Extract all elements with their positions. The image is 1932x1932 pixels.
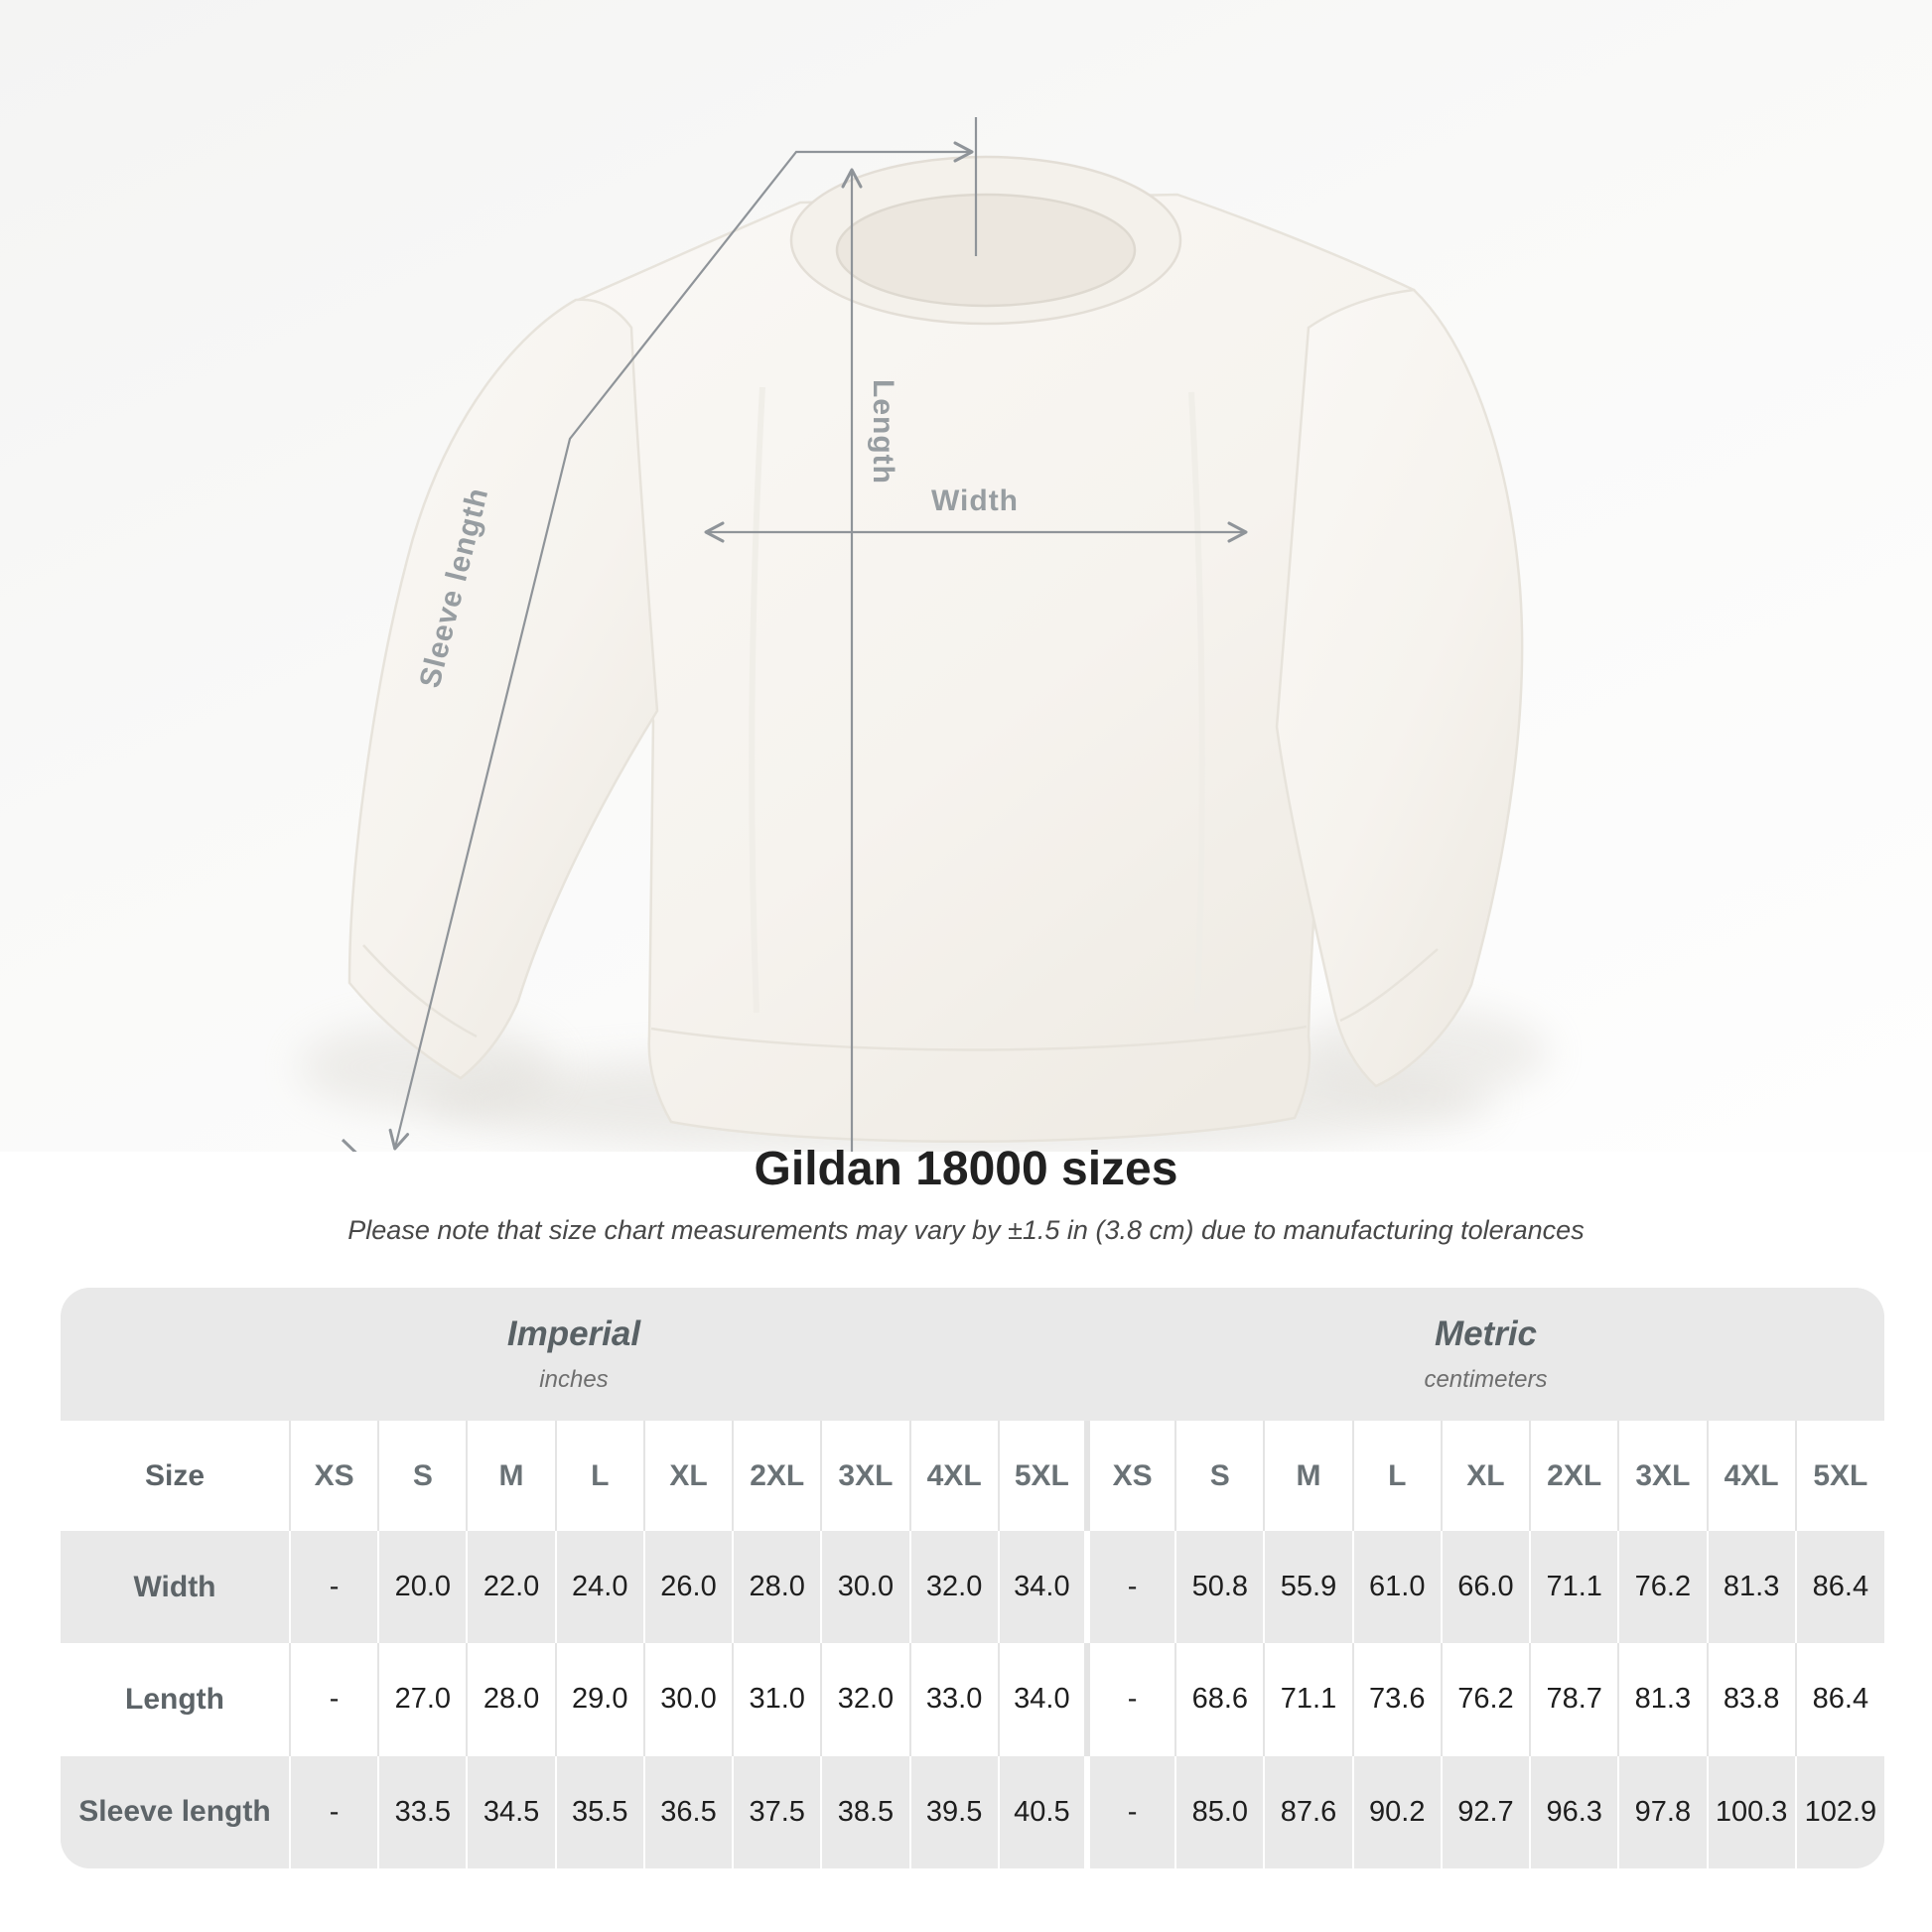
unit-group-row xyxy=(61,1288,1884,1421)
cell-width-metric-5XL: 86.4 xyxy=(1796,1531,1884,1643)
size-header-imperial-M: M xyxy=(467,1421,555,1530)
size-header-metric-2XL: 2XL xyxy=(1530,1421,1618,1530)
cell-sleeve-length-metric-XS: - xyxy=(1087,1756,1175,1868)
cell-length-metric-L: 73.6 xyxy=(1353,1643,1442,1755)
cell-sleeve-length-imperial-XL: 36.5 xyxy=(644,1756,733,1868)
cell-sleeve-length-imperial-S: 33.5 xyxy=(378,1756,467,1868)
cell-length-metric-4XL: 83.8 xyxy=(1708,1643,1796,1755)
size-header-imperial-S: S xyxy=(378,1421,467,1530)
size-header-metric-XL: XL xyxy=(1442,1421,1530,1530)
sweatshirt-illustration xyxy=(349,157,1522,1142)
cell-width-metric-L: 61.0 xyxy=(1353,1531,1442,1643)
cell-width-metric-M: 55.9 xyxy=(1264,1531,1352,1643)
cell-width-imperial-XL: 26.0 xyxy=(644,1531,733,1643)
cell-sleeve-length-imperial-2XL: 37.5 xyxy=(733,1756,821,1868)
sweatshirt-right-sleeve xyxy=(1277,290,1522,1086)
cell-sleeve-length-metric-5XL: 102.9 xyxy=(1796,1756,1884,1868)
cell-width-imperial-XS: - xyxy=(290,1531,378,1643)
size-header-metric-5XL: 5XL xyxy=(1796,1421,1884,1530)
cell-length-imperial-M: 28.0 xyxy=(467,1643,555,1755)
page-title: Gildan 18000 sizes xyxy=(754,1143,1178,1195)
size-header-imperial-4XL: 4XL xyxy=(910,1421,999,1530)
size-corner-label: Size xyxy=(144,1458,206,1492)
cell-width-imperial-L: 24.0 xyxy=(556,1531,644,1643)
measurement-row-length xyxy=(61,1643,1884,1755)
size-table-grid xyxy=(61,1288,1884,1868)
cell-width-metric-XL: 66.0 xyxy=(1442,1531,1530,1643)
cell-width-imperial-3XL: 30.0 xyxy=(821,1531,909,1643)
cell-length-imperial-4XL: 33.0 xyxy=(910,1643,999,1755)
cell-length-metric-2XL: 78.7 xyxy=(1530,1643,1618,1755)
cell-length-metric-M: 71.1 xyxy=(1264,1643,1352,1755)
cell-length-metric-5XL: 86.4 xyxy=(1796,1643,1884,1755)
cell-sleeve-length-imperial-XS: - xyxy=(290,1756,378,1868)
size-header-imperial-5XL: 5XL xyxy=(999,1421,1087,1530)
size-header-imperial-L: L xyxy=(556,1421,644,1530)
row-label-length: Length xyxy=(125,1682,224,1716)
cell-length-imperial-5XL: 34.0 xyxy=(999,1643,1087,1755)
cell-width-imperial-S: 20.0 xyxy=(378,1531,467,1643)
imperial-label: Imperial xyxy=(506,1314,641,1354)
sweatshirt-collar-opening xyxy=(837,195,1135,306)
measurement-row-width xyxy=(61,1531,1884,1643)
cell-width-imperial-5XL: 34.0 xyxy=(999,1531,1087,1643)
cell-width-imperial-2XL: 28.0 xyxy=(733,1531,821,1643)
cell-sleeve-length-imperial-3XL: 38.5 xyxy=(821,1756,909,1868)
cell-length-imperial-XS: - xyxy=(290,1643,378,1755)
cell-width-metric-2XL: 71.1 xyxy=(1530,1531,1618,1643)
cell-width-imperial-M: 22.0 xyxy=(467,1531,555,1643)
size-header-metric-3XL: 3XL xyxy=(1618,1421,1707,1530)
cell-sleeve-length-metric-L: 90.2 xyxy=(1353,1756,1442,1868)
cell-length-imperial-3XL: 32.0 xyxy=(821,1643,909,1755)
cell-sleeve-length-metric-S: 85.0 xyxy=(1175,1756,1264,1868)
cell-width-metric-4XL: 81.3 xyxy=(1708,1531,1796,1643)
cell-length-metric-XL: 76.2 xyxy=(1442,1643,1530,1755)
cell-width-imperial-4XL: 32.0 xyxy=(910,1531,999,1643)
cell-sleeve-length-metric-2XL: 96.3 xyxy=(1530,1756,1618,1868)
sweatshirt-left-sleeve xyxy=(349,300,657,1078)
imperial-unit: inches xyxy=(539,1366,609,1394)
size-header-metric-XS: XS xyxy=(1087,1421,1175,1530)
cell-sleeve-length-metric-4XL: 100.3 xyxy=(1708,1756,1796,1868)
cell-length-imperial-L: 29.0 xyxy=(556,1643,644,1755)
unit-group-imperial xyxy=(61,1288,1087,1421)
cell-width-metric-S: 50.8 xyxy=(1175,1531,1264,1643)
cell-length-imperial-XL: 30.0 xyxy=(644,1643,733,1755)
size-header-metric-M: M xyxy=(1264,1421,1352,1530)
cell-sleeve-length-imperial-L: 35.5 xyxy=(556,1756,644,1868)
sleeve-length-label: Sleeve length xyxy=(413,483,495,692)
size-header-metric-4XL: 4XL xyxy=(1708,1421,1796,1530)
size-header-imperial-XS: XS xyxy=(290,1421,378,1530)
cell-sleeve-length-metric-3XL: 97.8 xyxy=(1618,1756,1707,1868)
tolerance-note: Please note that size chart measurements may vary by ±1.5 in (3.8 cm) due to manufacturing tolerances xyxy=(347,1215,1585,1245)
cell-length-metric-XS: - xyxy=(1087,1643,1175,1755)
metric-unit: centimeters xyxy=(1424,1366,1548,1394)
row-label-width: Width xyxy=(133,1570,216,1603)
size-header-row xyxy=(61,1421,1884,1530)
size-header-metric-L: L xyxy=(1353,1421,1442,1530)
measurement-row-sleeve-length xyxy=(61,1756,1884,1868)
cell-sleeve-length-imperial-M: 34.5 xyxy=(467,1756,555,1868)
cell-sleeve-length-imperial-5XL: 40.5 xyxy=(999,1756,1087,1868)
cell-length-metric-3XL: 81.3 xyxy=(1618,1643,1707,1755)
cell-width-metric-XS: - xyxy=(1087,1531,1175,1643)
cell-length-imperial-S: 27.0 xyxy=(378,1643,467,1755)
size-header-metric-S: S xyxy=(1175,1421,1264,1530)
size-header-imperial-3XL: 3XL xyxy=(821,1421,909,1530)
cell-width-metric-3XL: 76.2 xyxy=(1618,1531,1707,1643)
cell-length-imperial-2XL: 31.0 xyxy=(733,1643,821,1755)
length-label: Length xyxy=(867,379,899,484)
size-header-imperial-XL: XL xyxy=(644,1421,733,1530)
row-label-sleeve-length: Sleeve length xyxy=(78,1795,271,1829)
width-label: Width xyxy=(930,484,1020,517)
size-header-imperial-2XL: 2XL xyxy=(733,1421,821,1530)
metric-label: Metric xyxy=(1434,1314,1538,1354)
unit-group-metric xyxy=(1087,1288,1884,1421)
cell-length-metric-S: 68.6 xyxy=(1175,1643,1264,1755)
cell-sleeve-length-imperial-4XL: 39.5 xyxy=(910,1756,999,1868)
cell-sleeve-length-metric-M: 87.6 xyxy=(1264,1756,1352,1868)
cell-sleeve-length-metric-XL: 92.7 xyxy=(1442,1756,1530,1868)
size-table xyxy=(61,1288,1884,1868)
